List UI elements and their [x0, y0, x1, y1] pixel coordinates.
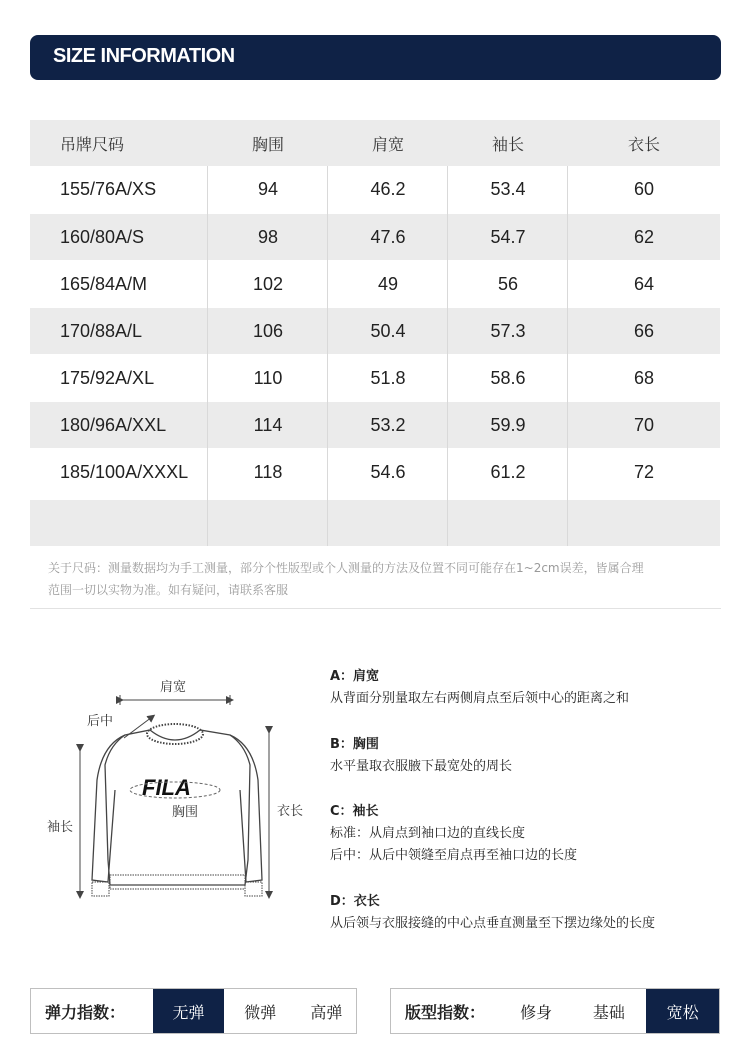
definition-length [330, 890, 655, 935]
chest-label: 胸围 [172, 805, 199, 820]
definition-sleeve [330, 800, 577, 867]
elasticity-scale [30, 988, 357, 1034]
table-row [30, 166, 720, 212]
definition-text: 标准：从肩点到袖口边的直线长度 [330, 826, 526, 841]
table-cell: 54.6 [370, 461, 406, 482]
right-cuff [245, 882, 262, 896]
table-cell: 49 [377, 273, 399, 294]
table-row [30, 308, 720, 354]
fila-logo: FILA [142, 775, 191, 800]
definition-title: B：胸围 [330, 737, 379, 752]
column-divider [327, 166, 328, 546]
table-cell: 53.4 [490, 178, 526, 199]
sweatshirt-illustration [40, 660, 330, 920]
table-cell: 94 [257, 178, 279, 199]
fit-title: 版型指数： [405, 1002, 486, 1022]
table-cell: 68 [633, 367, 655, 388]
note-line: 关于尺码：测量数据均为手工测量，部分个性版型或个人测量的方法及位置不同可能存在1~2cm误差，皆属合理 [48, 561, 644, 575]
column-header: 吊牌尺码 [60, 136, 125, 154]
length-label: 衣长 [277, 804, 304, 819]
divider [30, 608, 721, 609]
column-header: 袖长 [491, 136, 524, 154]
table-cell: 155/76A/XS [60, 178, 157, 199]
definition-chest [330, 733, 512, 778]
table-cell: 102 [252, 273, 284, 294]
table-row [30, 261, 720, 307]
column-divider [447, 166, 448, 546]
column-divider [207, 166, 208, 546]
table-cell: 175/92A/XL [60, 367, 155, 388]
table-cell: 51.8 [370, 367, 406, 388]
fit-option-slim[interactable]: 修身 [520, 1002, 553, 1022]
table-cell: 70 [633, 414, 655, 435]
table-cell: 165/84A/M [60, 273, 148, 294]
sweatshirt-diagram [40, 660, 330, 920]
table-cell: 62 [633, 226, 655, 247]
note-line: 范围一切以实物为准。如有疑问，请联系客服 [48, 583, 289, 597]
table-cell: 170/88A/L [60, 320, 143, 341]
definition-text: 从后领与衣服接缝的中心点垂直测量至下摆边缘处的长度 [330, 916, 656, 931]
definition-text: 从背面分别量取左右两侧肩点至后领中心的距离之和 [330, 691, 630, 706]
fit-option-loose[interactable]: 宽松 [646, 989, 719, 1033]
definition-text: 后中：从后中领缝至肩点再至袖口边的长度 [330, 848, 578, 863]
section-title: SIZE INFORMATION [53, 45, 235, 67]
table-cell: 50.4 [370, 320, 406, 341]
elasticity-option-none[interactable]: 无弹 [153, 989, 224, 1033]
left-cuff [92, 882, 109, 896]
column-divider [567, 166, 568, 546]
table-cell: 58.6 [490, 367, 526, 388]
table-cell: 106 [252, 320, 284, 341]
measurement-note [48, 557, 718, 601]
table-cell: 57.3 [490, 320, 526, 341]
table-cell: 53.2 [370, 414, 406, 435]
section-header [30, 35, 721, 80]
table-row [30, 500, 720, 546]
table-header-row [30, 120, 720, 166]
table-cell [568, 500, 720, 546]
sleeve-label: 袖长 [47, 820, 74, 835]
table-cell: 114 [253, 414, 283, 435]
table-cell: 56 [497, 273, 519, 294]
table-cell: 60 [633, 178, 655, 199]
table-cell [30, 500, 208, 546]
table-row [30, 402, 720, 448]
table-cell: 64 [633, 273, 655, 294]
table-cell [328, 500, 448, 546]
definition-title: A：肩宽 [330, 669, 380, 684]
table-cell [448, 500, 568, 546]
back-center-label: 后中 [87, 714, 114, 729]
fit-scale [390, 988, 720, 1034]
elasticity-option-slight[interactable]: 微弹 [244, 1002, 277, 1022]
table-cell: 98 [257, 226, 279, 247]
definition-shoulder [330, 665, 629, 710]
table-cell: 66 [633, 320, 655, 341]
table-row [30, 214, 720, 260]
shoulder-label: 肩宽 [160, 680, 187, 695]
table-cell: 54.7 [490, 226, 526, 247]
column-header: 胸围 [251, 136, 284, 154]
table-cell: 61.2 [490, 461, 526, 482]
elasticity-title: 弹力指数： [45, 1002, 126, 1022]
table-cell: 59.9 [490, 414, 526, 435]
elasticity-option-high[interactable]: 高弹 [310, 1002, 343, 1022]
column-header: 衣长 [627, 136, 660, 154]
table-cell: 118 [253, 461, 283, 482]
table-cell [208, 500, 328, 546]
table-cell: 180/96A/XXL [60, 414, 167, 435]
definition-title: D：衣长 [330, 894, 380, 909]
table-cell: 185/100A/XXXL [60, 461, 189, 482]
table-row [30, 355, 720, 401]
table-cell: 72 [633, 461, 655, 482]
table-cell: 47.6 [370, 226, 406, 247]
definition-title: C：袖长 [330, 804, 379, 819]
table-cell: 110 [253, 367, 283, 388]
column-header: 肩宽 [371, 136, 404, 154]
fit-option-regular[interactable]: 基础 [592, 1002, 625, 1022]
table-cell: 160/80A/S [60, 226, 145, 247]
definition-text: 水平量取衣服腋下最宽处的周长 [330, 759, 513, 774]
table-cell: 46.2 [370, 178, 406, 199]
table-row [30, 449, 720, 495]
